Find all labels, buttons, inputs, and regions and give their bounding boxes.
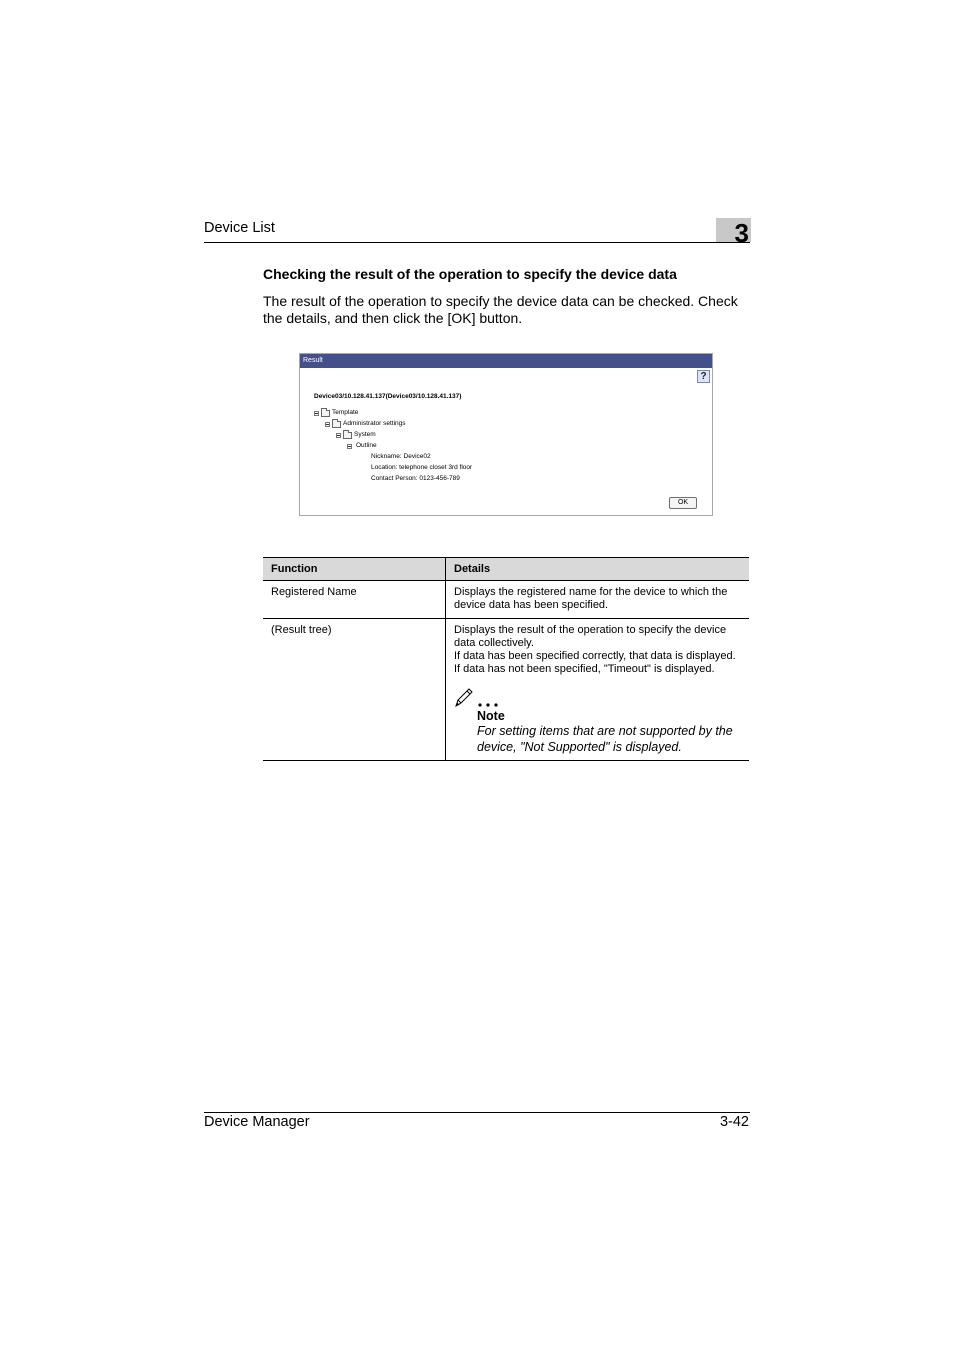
tree-node-template[interactable]: [314, 409, 358, 417]
table-row: [263, 581, 749, 619]
tree-node-outline[interactable]: [347, 442, 377, 450]
details-cell: [446, 619, 750, 761]
pencil-icon: [454, 686, 474, 708]
details-cell: Displays the registered name for the device to which the device data has been specified.: [446, 581, 750, 619]
note-icon: [454, 684, 741, 708]
footer-title: Device Manager: [204, 1114, 310, 1130]
folder-icon: [332, 421, 341, 428]
header-rule: [204, 242, 750, 243]
folder-icon: [321, 410, 330, 417]
tree-node-label: Template: [332, 409, 359, 416]
running-header-title: Device List: [204, 220, 275, 236]
column-header-details: Details: [446, 558, 750, 581]
tree-node-system[interactable]: [336, 431, 376, 439]
tree-leaf-contact: Contact Person: 0123-456-789: [371, 475, 460, 482]
collapse-icon[interactable]: [347, 444, 352, 449]
tree-leaf-location: Location: telephone closet 3rd floor: [371, 464, 473, 471]
column-header-function: Function: [263, 558, 446, 581]
collapse-icon[interactable]: [325, 422, 330, 427]
details-line: If data has not been specified, "Timeout" is displayed.: [454, 663, 715, 675]
device-line: Device03/10.128.41.137(Device03/10.128.41.137): [314, 393, 462, 400]
dialog-title: Result: [303, 357, 323, 364]
function-details-table: [263, 557, 749, 761]
function-cell: Registered Name: [263, 581, 446, 619]
dialog-title-bar: [300, 354, 712, 368]
function-cell: (Result tree): [263, 619, 446, 761]
tree-node-label: Outline: [356, 442, 377, 449]
chapter-number: 3: [734, 218, 749, 248]
folder-icon: [343, 432, 352, 439]
note-block: [454, 684, 741, 755]
tree-node-label: Administrator settings: [343, 420, 406, 427]
page-number: 3-42: [719, 1114, 749, 1130]
table-header-row: [263, 558, 749, 581]
details-line: If data has been specified correctly, that data is displayed.: [454, 650, 736, 662]
result-dialog-screenshot: [299, 353, 713, 516]
footer-rule: [204, 1112, 750, 1113]
tree-node-label: System: [354, 431, 376, 438]
collapse-icon[interactable]: [336, 433, 341, 438]
help-button[interactable]: ?: [697, 370, 710, 383]
section-heading: Checking the result of the operation to specify the device data: [263, 266, 677, 282]
tree-node-admin-settings[interactable]: [325, 420, 406, 428]
ok-button[interactable]: OK: [669, 497, 697, 509]
note-text: For setting items that are not supported by the device, "Not Supported" is displayed.: [477, 724, 733, 754]
details-line: Displays the result of the operation to specify the device data collectively.: [454, 624, 727, 649]
intro-paragraph: The result of the operation to specify the device data can be checked. Check the details, and then click the [OK] button.: [263, 293, 738, 326]
table-row: [263, 619, 749, 761]
tree-leaf-nickname: Nickname: Device02: [371, 453, 431, 460]
collapse-icon[interactable]: [314, 411, 319, 416]
note-label: Note: [477, 709, 505, 723]
ellipsis-icon: [477, 702, 499, 708]
